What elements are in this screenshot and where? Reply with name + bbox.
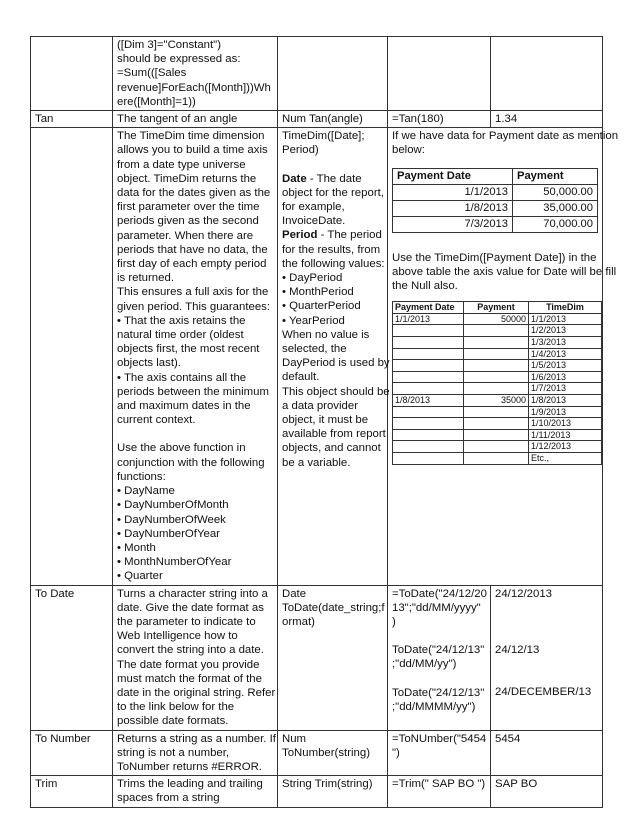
description-cell: ([Dim 3]="Constant") should be expressed as: =Sum(([Sales revenue]ForEach([Month]))Wh ere([Month]=1)) [113,37,278,111]
table-row-trim [31,776,603,807]
timedim-description: The TimeDim time dimension allows you to build a time axis from a date type universe object. TimeDim returns the data for the dates given as the first parameter over the time periods given as the second parameter. When there are periods that have no data, the first day of each empty period is returned. This ensures a full axis for the given period. This guarantees: • That the axis retains the natural time order (oldest objects first, the most recent objects last). • The axis contains all the periods between the minimum and maximum dates in the current context. [117,130,271,427]
functions-table [30,36,619,808]
function-name-cell [31,128,113,585]
column-header: Payment [464,302,529,314]
table-row: 1/10/2013 [393,418,602,430]
result-cell: 1.34 [491,111,603,128]
timedim-related-functions: Use the above function in conjunction with the following functions: • DayName • DayNumberOfMonth • DayNumberOfWeek • DayNumberOfYear • Month • MonthNumberOfYear • Quarter [117,442,265,583]
syntax-cell: Date ToDate(date_string;f ormat) [278,585,388,730]
description-cell [113,128,278,585]
table-row-todate [31,585,603,730]
table-row: 1/4/2013 [393,348,602,360]
table-header-row [393,302,602,314]
column-header: Payment Date [393,302,464,314]
result-cell: 24/12/2013 24/12/13 24/DECEMBER/13 [491,585,603,730]
example-cell: =ToNUmber("5454 ") [388,730,491,776]
example-cell: =Tan(180) [388,111,491,128]
syntax-cell: Num Tan(angle) [278,111,388,128]
table-row: 1/7/2013 [393,383,602,395]
result-cell: 5454 [491,730,603,776]
table-row: 7/3/2013 70,000.00 [393,216,598,232]
function-name-cell [31,37,113,111]
description-cell: Turns a character string into a date. Give the date format as the parameter to indicate to Web Intelligence how to convert the string into a date. The date format you provide must match the format of the date in the original string. Refer to the link below for the possible date formats. [113,585,278,730]
syntax-cell: String Trim(string) [278,776,388,807]
table-row: 1/6/2013 [393,371,602,383]
table-row-timedim [31,128,603,585]
function-name-cell: To Number [31,730,113,776]
table-header-row [393,168,598,184]
result-cell: SAP BO [491,776,603,807]
function-name-cell: To Date [31,585,113,730]
table-row: 1/12/2013 [393,441,602,453]
timedim-result-table [392,301,602,464]
table-row: 1/1/2013 50,000.00 [393,184,598,200]
example-cell: =ToDate("24/12/20 13";"dd/MM/yyyy" ) ToDate("24/12/13" ;"dd/MM/yy") ToDate("24/12/13" ;"dd/MMMM/yy") [388,585,491,730]
table-row-tan [31,111,603,128]
function-name-cell: Trim [31,776,113,807]
table-row: 1/1/2013 50000 1/1/2013 [393,313,602,325]
table-row: 1/3/2013 [393,337,602,349]
payment-table [392,168,598,233]
column-header: Payment Date [393,168,513,184]
example-cell: =Trim(" SAP BO ") [388,776,491,807]
table-row-tonumber [31,730,603,776]
example-cell: If we have data for Payment date as mention below: Payment Date Payment 1/1/2013 50,000.00 1/8/2013 35,000.00 7/3/2013 70,000.00 Use the TimeDim([Payment Date]) in the above table the axis value for Date will be fill the Null also. Payment Date Payment TimeDim 1/1/2013 50000 1/1/2013 1/2/2013 1/3/2013 1/4/2013 1/5/2013 1/6/2013 1/7/2013 1/8/2013 35000 1/8/2013 1/9/2013 1/10/2013 1/11/2013 1/12/2013 Etc., [388,128,603,585]
column-header: Payment [513,168,598,184]
result-cell [491,37,603,111]
table-row: 1/2/2013 [393,325,602,337]
function-name-cell: Tan [31,111,113,128]
table-row: 1/8/2013 35,000.00 [393,200,598,216]
table-row: 1/9/2013 [393,406,602,418]
example-cell [388,37,491,111]
description-cell: Trims the leading and trailing spaces from a string [113,776,278,807]
table-row: Etc., [393,452,602,464]
table-row-continuation [31,37,603,111]
table-row: 1/8/2013 35000 1/8/2013 [393,394,602,406]
description-cell: Returns a string as a number. If string is not a number, ToNumber returns #ERROR. [113,730,278,776]
description-cell: The tangent of an angle [113,111,278,128]
syntax-cell: TimeDim([Date]; Period) Date - The date object for the report, for example, InvoiceDate. Period - The period for the results, from the following values: • DayPeriod • MonthPeriod • QuarterPeriod • YearPeriod When no value is selected, the DayPeriod is used by default. This object should be a data provider object, it must be available from report objects, and cannot be a variable. [278,128,388,585]
table-row: 1/5/2013 [393,360,602,372]
syntax-cell: Num ToNumber(string) [278,730,388,776]
syntax-cell [278,37,388,111]
column-header: TimeDim [529,302,602,314]
table-row: 1/11/2013 [393,429,602,441]
